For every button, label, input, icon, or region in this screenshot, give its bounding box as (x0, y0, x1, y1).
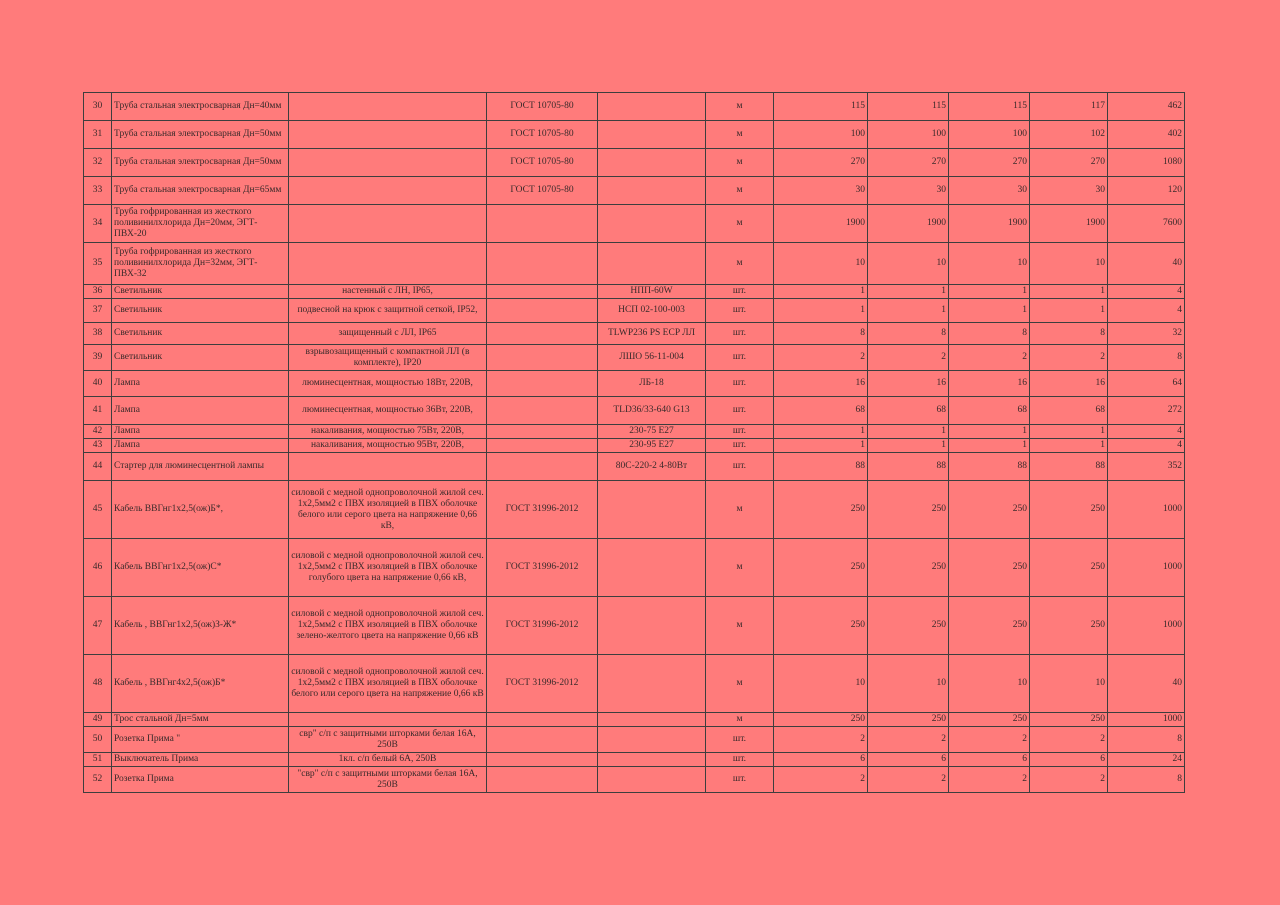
total-cell: 24 (1108, 753, 1185, 767)
quantity-3-cell: 250 (949, 481, 1030, 539)
row-number-cell: 49 (84, 713, 112, 727)
quantity-2-cell: 2 (868, 345, 949, 371)
item-description-cell: силовой с медной однопроволочной жилой сеч. 1х2,5мм2 с ПВХ изоляцией в ПВХ оболочке голубого цвета на напряжение 0,66 кВ, (289, 539, 487, 597)
quantity-2-cell: 16 (868, 371, 949, 397)
item-description-cell (289, 205, 487, 243)
quantity-1-cell: 115 (774, 93, 868, 121)
item-description-cell: "свр" с/п с защитными шторками белая 16А, 250В (289, 767, 487, 793)
table-row (84, 121, 1185, 149)
unit-cell: шт. (706, 439, 774, 453)
quantity-1-cell: 1900 (774, 205, 868, 243)
total-cell: 4 (1108, 425, 1185, 439)
quantity-4-cell: 30 (1030, 177, 1108, 205)
unit-cell: шт. (706, 285, 774, 299)
item-description-cell: силовой с медной однопроволочной жилой сеч. 1х2,5мм2 с ПВХ изоляцией в ПВХ оболочке зелено-желтого цвета на напряжение 0,66 кВ (289, 597, 487, 655)
table-row (84, 93, 1185, 121)
item-description-cell (289, 243, 487, 285)
standard-cell (487, 453, 598, 481)
item-description-cell (289, 149, 487, 177)
item-name-cell: Труба стальная электросварная Дн=65мм (112, 177, 289, 205)
table-row (84, 453, 1185, 481)
model-cell (598, 481, 706, 539)
total-cell: 8 (1108, 727, 1185, 753)
row-number-cell: 33 (84, 177, 112, 205)
quantity-1-cell: 250 (774, 481, 868, 539)
item-name-cell: Светильник (112, 285, 289, 299)
unit-cell: шт. (706, 371, 774, 397)
table-row (84, 285, 1185, 299)
quantity-3-cell: 1 (949, 439, 1030, 453)
quantity-4-cell: 68 (1030, 397, 1108, 425)
model-cell: НСП 02-100-003 (598, 299, 706, 323)
quantity-3-cell: 30 (949, 177, 1030, 205)
quantity-4-cell: 10 (1030, 243, 1108, 285)
unit-cell: шт. (706, 397, 774, 425)
total-cell: 32 (1108, 323, 1185, 345)
item-description-cell (289, 121, 487, 149)
item-description-cell: люминесцентная, мощностью 36Вт, 220В, (289, 397, 487, 425)
total-cell: 1000 (1108, 481, 1185, 539)
table-body (84, 93, 1185, 793)
quantity-2-cell: 270 (868, 149, 949, 177)
unit-cell: м (706, 177, 774, 205)
table-row (84, 655, 1185, 713)
row-number-cell: 41 (84, 397, 112, 425)
quantity-4-cell: 250 (1030, 713, 1108, 727)
unit-cell: м (706, 205, 774, 243)
row-number-cell: 42 (84, 425, 112, 439)
quantity-1-cell: 1 (774, 299, 868, 323)
table-row (84, 539, 1185, 597)
item-name-cell: Кабель , ВВГнг1х2,5(ож)З-Ж* (112, 597, 289, 655)
model-cell: 230-75 E27 (598, 425, 706, 439)
quantity-3-cell: 250 (949, 713, 1030, 727)
quantity-3-cell: 16 (949, 371, 1030, 397)
quantity-2-cell: 30 (868, 177, 949, 205)
model-cell (598, 177, 706, 205)
item-name-cell: Светильник (112, 345, 289, 371)
total-cell: 4 (1108, 285, 1185, 299)
standard-cell (487, 299, 598, 323)
total-cell: 7600 (1108, 205, 1185, 243)
table-row (84, 767, 1185, 793)
quantity-2-cell: 250 (868, 539, 949, 597)
quantity-3-cell: 88 (949, 453, 1030, 481)
quantity-3-cell: 115 (949, 93, 1030, 121)
unit-cell: шт. (706, 323, 774, 345)
table-row (84, 243, 1185, 285)
item-description-cell (289, 93, 487, 121)
table-row (84, 439, 1185, 453)
total-cell: 40 (1108, 655, 1185, 713)
item-description-cell: взрывозащищенный с компактной ЛЛ (в комплекте), IP20 (289, 345, 487, 371)
row-number-cell: 52 (84, 767, 112, 793)
model-cell (598, 597, 706, 655)
quantity-2-cell: 1 (868, 439, 949, 453)
total-cell: 8 (1108, 345, 1185, 371)
quantity-4-cell: 1 (1030, 425, 1108, 439)
item-name-cell: Труба гофрированная из жесткого поливинилхлорида Дн=32мм, ЭГТ-ПВХ-32 (112, 243, 289, 285)
standard-cell (487, 713, 598, 727)
quantity-1-cell: 10 (774, 655, 868, 713)
item-name-cell: Труба стальная электросварная Дн=40мм (112, 93, 289, 121)
quantity-3-cell: 1900 (949, 205, 1030, 243)
standard-cell (487, 345, 598, 371)
row-number-cell: 39 (84, 345, 112, 371)
quantity-4-cell: 88 (1030, 453, 1108, 481)
model-cell (598, 121, 706, 149)
quantity-2-cell: 10 (868, 655, 949, 713)
standard-cell (487, 323, 598, 345)
item-description-cell: силовой с медной однопроволочной жилой сеч. 1х2,5мм2 с ПВХ изоляцией в ПВХ оболочке белого или серого цвета на напряжение 0,66 кВ (289, 655, 487, 713)
model-cell (598, 727, 706, 753)
quantity-2-cell: 68 (868, 397, 949, 425)
quantity-1-cell: 2 (774, 345, 868, 371)
total-cell: 1000 (1108, 713, 1185, 727)
table-row (84, 345, 1185, 371)
item-name-cell: Кабель ВВГнг1х2,5(ож)С* (112, 539, 289, 597)
unit-cell: м (706, 597, 774, 655)
model-cell (598, 713, 706, 727)
standard-cell (487, 439, 598, 453)
item-description-cell: накаливания, мощностью 75Вт, 220В, (289, 425, 487, 439)
total-cell: 64 (1108, 371, 1185, 397)
quantity-2-cell: 250 (868, 713, 949, 727)
total-cell: 272 (1108, 397, 1185, 425)
item-description-cell: люминесцентная, мощностью 18Вт, 220В, (289, 371, 487, 397)
quantity-4-cell: 2 (1030, 767, 1108, 793)
item-description-cell: силовой с медной однопроволочной жилой сеч. 1х2,5мм2 с ПВХ изоляцией в ПВХ оболочке белого или серого цвета на напряжение 0,66 кВ, (289, 481, 487, 539)
row-number-cell: 31 (84, 121, 112, 149)
quantity-2-cell: 6 (868, 753, 949, 767)
item-description-cell (289, 453, 487, 481)
standard-cell: ГОСТ 31996-2012 (487, 597, 598, 655)
total-cell: 120 (1108, 177, 1185, 205)
quantity-1-cell: 8 (774, 323, 868, 345)
total-cell: 1000 (1108, 539, 1185, 597)
quantity-1-cell: 1 (774, 425, 868, 439)
quantity-3-cell: 2 (949, 727, 1030, 753)
quantity-4-cell: 250 (1030, 539, 1108, 597)
standard-cell: ГОСТ 10705-80 (487, 177, 598, 205)
quantity-1-cell: 68 (774, 397, 868, 425)
standard-cell: ГОСТ 10705-80 (487, 93, 598, 121)
quantity-4-cell: 10 (1030, 655, 1108, 713)
model-cell: ЛШО 56-11-004 (598, 345, 706, 371)
total-cell: 1080 (1108, 149, 1185, 177)
row-number-cell: 40 (84, 371, 112, 397)
item-name-cell: Стартер для люминесцентной лампы (112, 453, 289, 481)
unit-cell: м (706, 481, 774, 539)
unit-cell: м (706, 149, 774, 177)
quantity-1-cell: 250 (774, 597, 868, 655)
item-name-cell: Лампа (112, 371, 289, 397)
quantity-1-cell: 2 (774, 727, 868, 753)
quantity-4-cell: 1 (1030, 285, 1108, 299)
row-number-cell: 35 (84, 243, 112, 285)
quantity-3-cell: 100 (949, 121, 1030, 149)
quantity-1-cell: 250 (774, 539, 868, 597)
total-cell: 4 (1108, 299, 1185, 323)
row-number-cell: 50 (84, 727, 112, 753)
row-number-cell: 36 (84, 285, 112, 299)
unit-cell: шт. (706, 767, 774, 793)
model-cell (598, 243, 706, 285)
quantity-2-cell: 2 (868, 767, 949, 793)
model-cell (598, 93, 706, 121)
quantity-2-cell: 1 (868, 299, 949, 323)
unit-cell: м (706, 93, 774, 121)
standard-cell (487, 425, 598, 439)
unit-cell: шт. (706, 345, 774, 371)
quantity-3-cell: 1 (949, 425, 1030, 439)
table-row (84, 205, 1185, 243)
unit-cell: шт. (706, 727, 774, 753)
model-cell: TLWP236 PS ECP ЛЛ (598, 323, 706, 345)
item-description-cell: свр" с/п с защитными шторками белая 16А, 250В (289, 727, 487, 753)
quantity-1-cell: 250 (774, 713, 868, 727)
row-number-cell: 47 (84, 597, 112, 655)
row-number-cell: 38 (84, 323, 112, 345)
quantity-4-cell: 102 (1030, 121, 1108, 149)
quantity-4-cell: 1 (1030, 439, 1108, 453)
quantity-4-cell: 250 (1030, 481, 1108, 539)
total-cell: 40 (1108, 243, 1185, 285)
row-number-cell: 44 (84, 453, 112, 481)
item-name-cell: Светильник (112, 323, 289, 345)
unit-cell: м (706, 243, 774, 285)
quantity-1-cell: 1 (774, 439, 868, 453)
quantity-4-cell: 1900 (1030, 205, 1108, 243)
quantity-4-cell: 6 (1030, 753, 1108, 767)
total-cell: 1000 (1108, 597, 1185, 655)
table-row (84, 177, 1185, 205)
unit-cell: шт. (706, 453, 774, 481)
table-row (84, 727, 1185, 753)
item-description-cell (289, 713, 487, 727)
standard-cell: ГОСТ 31996-2012 (487, 539, 598, 597)
specification-table (83, 92, 1185, 793)
quantity-3-cell: 2 (949, 345, 1030, 371)
quantity-4-cell: 2 (1030, 345, 1108, 371)
item-name-cell: Трос стальной Дн=5мм (112, 713, 289, 727)
model-cell: НПП-60W (598, 285, 706, 299)
quantity-2-cell: 1 (868, 285, 949, 299)
quantity-1-cell: 100 (774, 121, 868, 149)
model-cell (598, 753, 706, 767)
item-name-cell: Лампа (112, 439, 289, 453)
row-number-cell: 48 (84, 655, 112, 713)
row-number-cell: 34 (84, 205, 112, 243)
model-cell (598, 539, 706, 597)
standard-cell: ГОСТ 31996-2012 (487, 481, 598, 539)
total-cell: 8 (1108, 767, 1185, 793)
quantity-2-cell: 100 (868, 121, 949, 149)
model-cell: ЛБ-18 (598, 371, 706, 397)
item-name-cell: Розетка Прима " (112, 727, 289, 753)
table-row (84, 481, 1185, 539)
table-row (84, 371, 1185, 397)
standard-cell (487, 285, 598, 299)
quantity-3-cell: 10 (949, 243, 1030, 285)
quantity-3-cell: 1 (949, 285, 1030, 299)
quantity-2-cell: 8 (868, 323, 949, 345)
quantity-1-cell: 10 (774, 243, 868, 285)
quantity-2-cell: 1 (868, 425, 949, 439)
quantity-2-cell: 250 (868, 597, 949, 655)
model-cell: 230-95 E27 (598, 439, 706, 453)
quantity-1-cell: 270 (774, 149, 868, 177)
quantity-2-cell: 88 (868, 453, 949, 481)
quantity-1-cell: 6 (774, 753, 868, 767)
quantity-4-cell: 8 (1030, 323, 1108, 345)
item-name-cell: Кабель , ВВГнг4х2,5(ож)Б* (112, 655, 289, 713)
model-cell (598, 767, 706, 793)
quantity-1-cell: 1 (774, 285, 868, 299)
unit-cell: м (706, 655, 774, 713)
standard-cell (487, 753, 598, 767)
item-name-cell: Розетка Прима (112, 767, 289, 793)
unit-cell: шт. (706, 425, 774, 439)
total-cell: 352 (1108, 453, 1185, 481)
item-name-cell: Лампа (112, 425, 289, 439)
table-row (84, 299, 1185, 323)
standard-cell (487, 205, 598, 243)
total-cell: 462 (1108, 93, 1185, 121)
quantity-2-cell: 1900 (868, 205, 949, 243)
quantity-3-cell: 8 (949, 323, 1030, 345)
table-row (84, 149, 1185, 177)
quantity-3-cell: 250 (949, 597, 1030, 655)
quantity-1-cell: 2 (774, 767, 868, 793)
quantity-3-cell: 6 (949, 753, 1030, 767)
quantity-2-cell: 10 (868, 243, 949, 285)
quantity-4-cell: 1 (1030, 299, 1108, 323)
quantity-4-cell: 16 (1030, 371, 1108, 397)
quantity-3-cell: 2 (949, 767, 1030, 793)
item-description-cell: защищенный с ЛЛ, IP65 (289, 323, 487, 345)
model-cell (598, 205, 706, 243)
table-row (84, 753, 1185, 767)
standard-cell (487, 243, 598, 285)
quantity-3-cell: 10 (949, 655, 1030, 713)
item-name-cell: Труба гофрированная из жесткого поливинилхлорида Дн=20мм, ЭГТ-ПВХ-20 (112, 205, 289, 243)
table-row (84, 397, 1185, 425)
item-description-cell (289, 177, 487, 205)
quantity-3-cell: 68 (949, 397, 1030, 425)
unit-cell: м (706, 121, 774, 149)
quantity-2-cell: 115 (868, 93, 949, 121)
model-cell (598, 655, 706, 713)
model-cell: TLD36/33-640 G13 (598, 397, 706, 425)
standard-cell (487, 727, 598, 753)
total-cell: 402 (1108, 121, 1185, 149)
standard-cell: ГОСТ 10705-80 (487, 121, 598, 149)
quantity-4-cell: 2 (1030, 727, 1108, 753)
quantity-1-cell: 30 (774, 177, 868, 205)
quantity-3-cell: 270 (949, 149, 1030, 177)
item-name-cell: Труба стальная электросварная Дн=50мм (112, 121, 289, 149)
item-name-cell: Кабель ВВГнг1х2,5(ож)Б*, (112, 481, 289, 539)
standard-cell: ГОСТ 10705-80 (487, 149, 598, 177)
standard-cell (487, 371, 598, 397)
item-name-cell: Светильник (112, 299, 289, 323)
row-number-cell: 37 (84, 299, 112, 323)
table-row (84, 323, 1185, 345)
quantity-2-cell: 2 (868, 727, 949, 753)
row-number-cell: 30 (84, 93, 112, 121)
unit-cell: шт. (706, 299, 774, 323)
row-number-cell: 46 (84, 539, 112, 597)
item-description-cell: подвесной на крюк с защитной сеткой, IP52, (289, 299, 487, 323)
row-number-cell: 51 (84, 753, 112, 767)
model-cell: 80С-220-2 4-80Вт (598, 453, 706, 481)
quantity-3-cell: 250 (949, 539, 1030, 597)
unit-cell: м (706, 539, 774, 597)
table-row (84, 597, 1185, 655)
total-cell: 4 (1108, 439, 1185, 453)
unit-cell: шт. (706, 753, 774, 767)
item-description-cell: 1кл. с/п белый 6А, 250В (289, 753, 487, 767)
table-row (84, 713, 1185, 727)
unit-cell: м (706, 713, 774, 727)
quantity-4-cell: 117 (1030, 93, 1108, 121)
standard-cell: ГОСТ 31996-2012 (487, 655, 598, 713)
table-row (84, 425, 1185, 439)
row-number-cell: 43 (84, 439, 112, 453)
standard-cell (487, 767, 598, 793)
standard-cell (487, 397, 598, 425)
row-number-cell: 32 (84, 149, 112, 177)
quantity-3-cell: 1 (949, 299, 1030, 323)
quantity-4-cell: 250 (1030, 597, 1108, 655)
item-name-cell: Труба стальная электросварная Дн=50мм (112, 149, 289, 177)
item-description-cell: накаливания, мощностью 95Вт, 220В, (289, 439, 487, 453)
item-name-cell: Лампа (112, 397, 289, 425)
model-cell (598, 149, 706, 177)
item-name-cell: Выключатель Прима (112, 753, 289, 767)
quantity-1-cell: 16 (774, 371, 868, 397)
quantity-4-cell: 270 (1030, 149, 1108, 177)
item-description-cell: настенный с ЛН, IP65, (289, 285, 487, 299)
quantity-2-cell: 250 (868, 481, 949, 539)
quantity-1-cell: 88 (774, 453, 868, 481)
row-number-cell: 45 (84, 481, 112, 539)
